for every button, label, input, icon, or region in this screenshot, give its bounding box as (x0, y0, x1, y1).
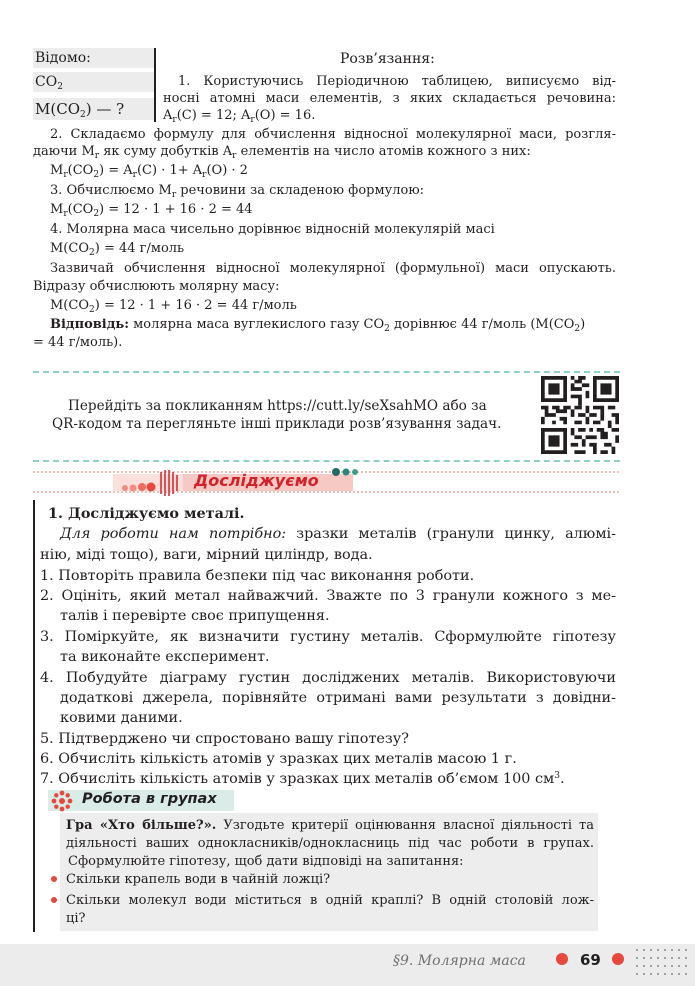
footer-dot-icon (612, 953, 624, 965)
instruction-4-line1: 4. Побудуйте діаграму густин досліджених металів. Використовуючи (40, 670, 616, 686)
solution-step1-line1: 1. Користуючись Періодичною таблицею, виписуємо від- (178, 74, 616, 89)
group-question-2-line2: ці? (66, 911, 86, 926)
solution-note-formula: $M(CO_2) = 12 \cdot 1 + 16 \cdot 2 = 44$ г/моль (50, 298, 297, 315)
solution-heading: Розв’язання: (340, 51, 435, 67)
qr-code-icon[interactable] (541, 376, 619, 454)
solution-note-line1: Зазвичай обчислення відносної молекулярної (формульної) маси опускають. (50, 261, 616, 276)
answer-label: Відповідь: (50, 317, 130, 332)
qr-text-line1: Перейдіть за покликанням https://cutt.ly/seXsahMO або за (68, 398, 487, 414)
task-need-line1: Для роботи нам потрібно: зразки металів (гранули цинку, алюмі- (60, 526, 616, 542)
group-question-1: Скільки крапель води в чайній ложці? (66, 872, 331, 887)
section-left-border (33, 500, 35, 932)
instruction-2-line1: 2. Оцініть, який метал найважчий. Зважте по 3 гранули кожного з ме- (40, 588, 616, 604)
solution-step2-line2: даючи $M_r$ як суму добутків $A_r$ елементів на число атомів кожного з них: (33, 144, 531, 161)
qr-text-line2: QR-кодом та перегляньте інші приклади розв’язування задач. (52, 416, 502, 432)
group-game-line2: діяльності ваших однокласників/однокласниць під час роботи в групах. (66, 836, 594, 851)
group-game-line3: Сформулюйте гіпотезу, щоб дати відповіді на запитання: (68, 854, 464, 869)
instruction-7: 7. Обчисліть кількість атомів у зразках цих металів об’ємом 100 $см^3$. (40, 771, 565, 787)
solution-step1-line2: носні атомні маси елементів, з яких складається речовина: (163, 91, 616, 106)
instruction-3-line1: 3. Поміркуйте, як визначити густину металів. Сформулюйте гіпотезу (40, 629, 616, 645)
given-question: $M(CO_2)$ — ? (33, 98, 156, 120)
solution-step2-line1: 2. Складаємо формулу для обчислення відносної молекулярної маси, розгля- (50, 127, 616, 142)
solution-step4-formula: $M(CO_2) = 44$ г/моль (50, 241, 185, 258)
page-number: 69 (580, 951, 601, 969)
group-game-line1: Гра «Хто більше?». Узгодьте критерії оцінювання власної діяльності та (66, 818, 594, 833)
instruction-5: 5. Підтверджено чи спростовано вашу гіпотезу? (40, 731, 409, 747)
given-divider (154, 48, 156, 122)
given-table (33, 48, 156, 122)
instruction-4-line2: додаткові джерела, порівняйте отримані вами результати з довідни- (60, 690, 616, 706)
given-known: Відомо: (33, 48, 156, 68)
task-title: 1. Досліджуємо металі. (48, 505, 245, 522)
solution-step4: 4. Молярна маса чисельно дорівнює відносній молекулярій масі (50, 222, 495, 237)
footer-dot-icon (556, 953, 568, 965)
qr-bottom-divider (33, 460, 620, 462)
group-dots-icon (50, 789, 74, 813)
bullet-icon (51, 876, 57, 882)
instruction-1: 1. Повторіть правила безпеки під час виконання роботи. (40, 568, 475, 584)
bullet-icon (51, 897, 57, 903)
instruction-4-line3: ковими даними. (60, 710, 183, 726)
qr-top-divider (33, 371, 620, 373)
research-header-band (33, 468, 620, 498)
footer-dot-grid-icon (634, 947, 690, 977)
solution-step1-line3: $A_r(C) = 12$; $A_r(O) = 16$. (163, 108, 316, 125)
solution-answer-line1: Відповідь: молярна маса вуглекислого газу $CO_2$ дорівнює 44 г/моль ($M(CO_2)$ (50, 317, 586, 334)
solution-step3: 3. Обчислюємо $M_r$ речовини за складеною формулою: (50, 183, 425, 200)
given-formula: $CO_2$ (33, 72, 156, 92)
solution-step3-formula: $M_r(CO_2) = 12 \cdot 1 + 16 \cdot 2 = 44$ (50, 202, 253, 219)
solution-step2-formula: $M_r(CO_2) = A_r(C) \cdot 1+ A_r(O) \cdot 2$ (50, 163, 248, 180)
solution-answer-line2: = 44 г/моль). (33, 335, 123, 350)
research-title: Досліджуємо (194, 471, 319, 490)
instruction-3-line2: та виконайте експеримент. (60, 649, 270, 665)
group-work-title: Робота в групах (82, 791, 217, 807)
solution-note-line2: Відразу обчислюють молярну масу: (33, 279, 280, 294)
instruction-6: 6. Обчисліть кількість атомів у зразках цих металів масою 1 г. (40, 751, 517, 767)
footer-section-title: §9. Молярна маса (393, 953, 526, 969)
task-need-line2: нію, міді тощо), ваги, мірний циліндр, вода. (40, 547, 373, 563)
instruction-2-line2: талів і перевірте своє припущення. (60, 608, 330, 624)
group-question-2-line1: Скільки молекул води міститься в одній краплі? В одній столовій лож- (66, 893, 594, 908)
